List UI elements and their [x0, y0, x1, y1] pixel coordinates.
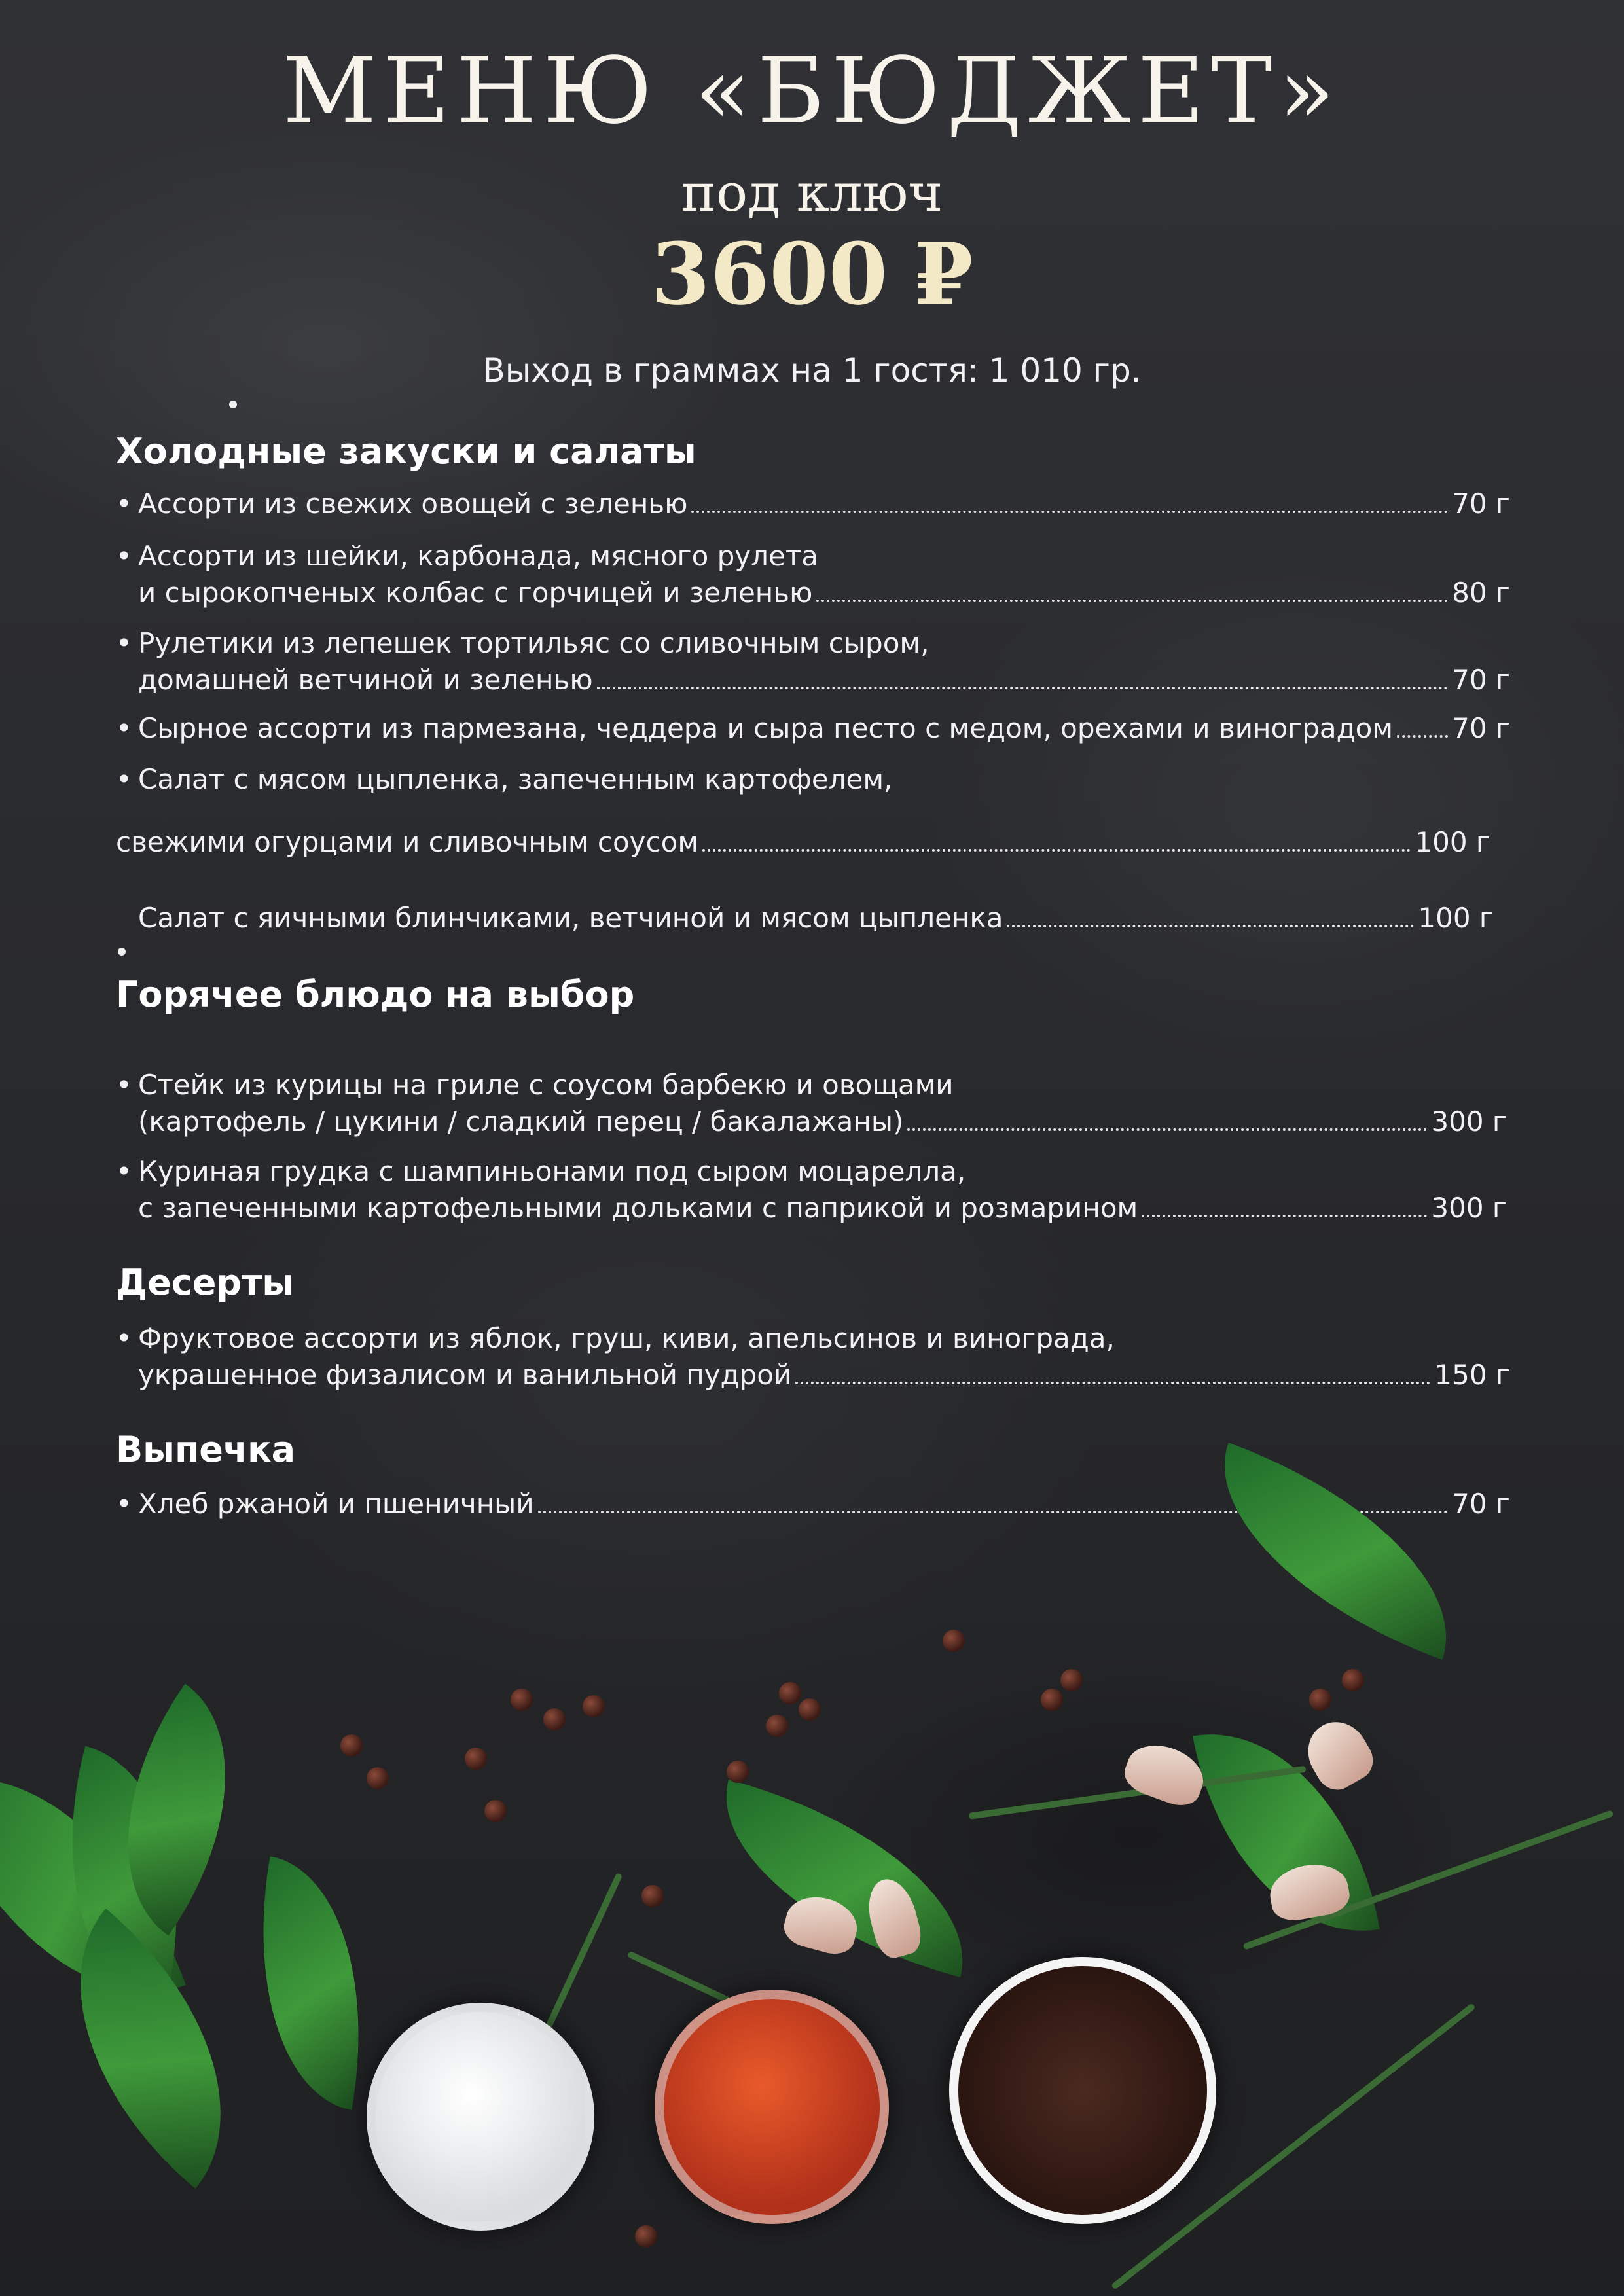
peppercorn-image [1342, 1669, 1364, 1691]
bullet-icon: • [116, 540, 132, 572]
bullet-icon: • [116, 488, 132, 520]
item-name: Салат с яичными блинчиками, ветчиной и мясом цыпленка [138, 902, 1003, 934]
bullet-icon: • [116, 1155, 132, 1187]
peppercorn-image [484, 1800, 507, 1822]
item-weight: 300 г [1431, 1105, 1507, 1138]
item-weight: 70 г [1452, 488, 1510, 520]
item-name: Ассорти из шейки, карбонада, мясного рулета [138, 540, 819, 572]
peppercorn-image [367, 1767, 389, 1789]
bullet-icon: • [116, 712, 132, 744]
dot-leader [702, 849, 1411, 852]
peppercorn-image [1041, 1689, 1063, 1711]
price-value: 3600 [651, 224, 888, 324]
dot-leader [691, 511, 1448, 513]
dot-leader [907, 1128, 1427, 1131]
peppercorn-image [465, 1748, 487, 1770]
item-name: Рулетики из лепешек тортильяс со сливочным сыром, [138, 627, 929, 659]
item-weight: 80 г [1452, 577, 1510, 609]
item-name: Ассорти из свежих овощей с зеленью [138, 488, 688, 520]
bullet-icon: • [116, 763, 132, 795]
dot-leader [816, 600, 1448, 602]
bullet-icon: • [116, 1322, 132, 1354]
peppercorn-bowl-image [949, 1957, 1216, 2224]
menu-item [116, 900, 1494, 937]
menu-item [116, 538, 1510, 611]
dot-leader [1007, 925, 1414, 927]
item-weight: 70 г [1452, 1488, 1510, 1520]
peppercorn-image [727, 1761, 749, 1783]
dot-leader [597, 687, 1449, 689]
item-name: Фруктовое ассорти из яблок, груш, киви, апельсинов и винограда, [138, 1322, 1115, 1354]
peppercorn-image [543, 1708, 566, 1731]
yield-note: Выход в граммах на 1 гостя: 1 010 гр. [482, 351, 1142, 389]
page-subtitle: под ключ [681, 162, 943, 223]
bay-leaf-image [1183, 1443, 1487, 1660]
paprika-bowl-image [655, 1990, 889, 2224]
peppercorn-image [583, 1695, 605, 1717]
peppercorn-image [511, 1689, 533, 1711]
dot-leader [1142, 1215, 1427, 1217]
item-name: Куриная грудка с шампиньонами под сыром моцарелла, [138, 1155, 966, 1187]
item-name: Стейк из курицы на гриле с соусом барбекю и овощами [138, 1069, 954, 1101]
food-photo [0, 1473, 1624, 2296]
menu-header [0, 39, 1624, 390]
peppercorn-image [766, 1715, 788, 1737]
menu-item [116, 761, 1510, 861]
item-name-cont: с запеченными картофельными дольками с паприкой и розмарином [138, 1192, 1138, 1224]
item-name-cont: украшенное физалисом и ванильной пудрой [138, 1359, 792, 1391]
salt-bowl-image [367, 2003, 594, 2231]
bullet-icon: • [116, 627, 132, 659]
peppercorn-image [1060, 1669, 1083, 1691]
peppercorn-image [943, 1630, 965, 1652]
item-name-cont: домашней ветчиной и зеленью [138, 664, 593, 696]
menu-price [0, 225, 1624, 323]
item-name-cont: свежими огурцами и сливочным соусом [116, 826, 698, 858]
dot-leader [1397, 735, 1448, 738]
bullet-icon: • [116, 1488, 132, 1520]
section-title-hot: Горячее блюдо на выбор [116, 974, 635, 1015]
peppercorn-image [1309, 1689, 1331, 1711]
item-weight: 100 г [1415, 826, 1490, 858]
item-weight: 150 г [1434, 1359, 1510, 1391]
peppercorn-image [641, 1885, 664, 1907]
item-weight: 70 г [1452, 712, 1510, 744]
item-name: Салат с мясом цыпленка, запеченным картофелем, [138, 763, 893, 795]
item-name: Хлеб ржаной и пшеничный [138, 1488, 534, 1520]
menu-item [116, 1067, 1507, 1140]
item-name-cont: и сырокопченых колбас с горчицей и зеленью [138, 577, 813, 609]
peppercorn-image [799, 1698, 821, 1721]
item-weight: 300 г [1431, 1192, 1507, 1224]
bullet-icon: • [116, 1069, 132, 1101]
decorative-dot [229, 401, 237, 408]
peppercorn-image [779, 1682, 801, 1704]
menu-item [116, 1320, 1510, 1393]
menu-item [116, 1153, 1507, 1227]
peppercorn-image [635, 2225, 657, 2248]
item-name: Сырное ассорти из пармезана, чеддера и сыра песто с медом, орехами и виноградом [138, 712, 1394, 744]
page-title: МЕНЮ «БЮДЖЕТ» [282, 38, 1342, 145]
ruble-icon: ₽ [914, 224, 973, 324]
section-title-bakery: Выпечка [116, 1429, 296, 1470]
peppercorn-image [340, 1734, 363, 1757]
dot-leader [795, 1382, 1430, 1384]
section-title-cold: Холодные закуски и салаты [116, 431, 696, 472]
section-title-desserts: Десерты [116, 1262, 295, 1303]
item-name-cont: (картофель / цукини / сладкий перец / бакалажаны) [138, 1105, 904, 1138]
menu-item [116, 486, 1510, 522]
bay-leaf-image [229, 1856, 393, 2110]
menu-item [116, 710, 1510, 747]
menu-item [116, 625, 1510, 698]
item-weight: 70 г [1452, 664, 1510, 696]
decorative-dot [118, 948, 126, 956]
item-weight: 100 г [1418, 902, 1494, 934]
